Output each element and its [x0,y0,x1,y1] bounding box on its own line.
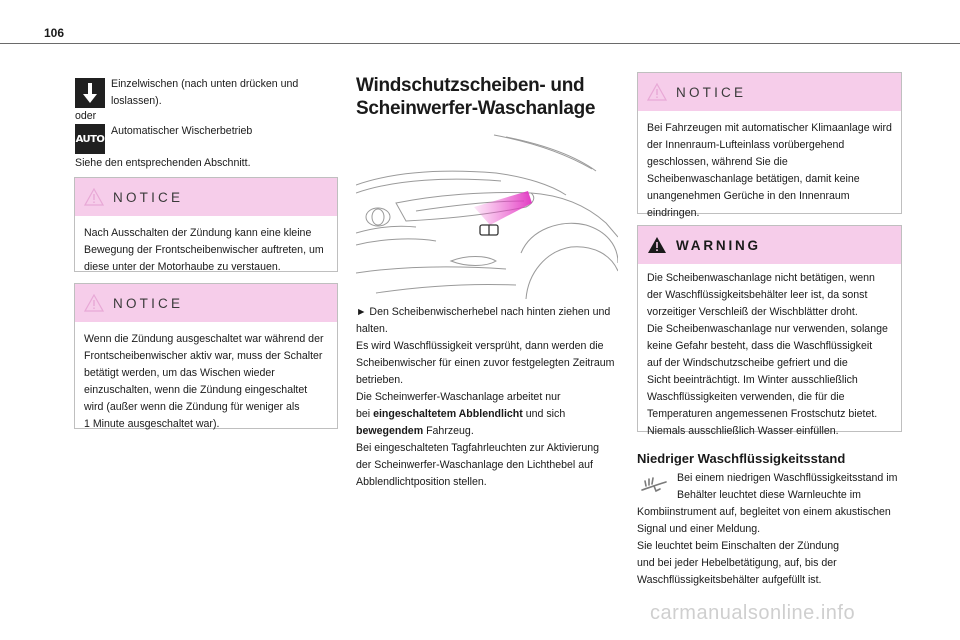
body-line: Die Scheinwerfer-Waschanlage arbeitet nur [356,391,561,403]
notice-line: unangenehmen Gerüche in den Innenraum [647,190,850,202]
bei-text: bei [356,408,374,420]
warning-box [637,225,902,437]
notice-body [75,322,337,441]
bold-moving: bewegendem [356,425,424,437]
warning-triangle-icon [75,188,113,206]
warning-line: Temperaturen angemessenen Frostschutz bietet. [647,408,878,420]
single-wipe-line1: Einzelwischen (nach unten drücken und [111,78,299,90]
warning-line: keine Gefahr besteht, dass die Waschflüssigkeit [647,340,873,352]
see-section-text: Siehe den entsprechenden Abschnitt. [75,157,251,169]
notice-header [75,178,337,216]
notice-line: Frontscheibenwischer aktiv war, muss der Schalter [84,350,323,362]
auto-wiper-icon [75,124,105,154]
instruction-line: ► Den Scheibenwischerhebel nach hinten ziehen und [356,306,611,318]
warning-line: Sicht beeinträchtigt. Im Winter ausschließlich [647,374,858,386]
section-title-line2: Scheinwerfer-Waschanlage [356,98,596,119]
body-line: Scheibenwischer für einen zuvor festgelegten Zeitraum [356,357,615,369]
warning-line: Die Scheibenwaschanlage nicht betätigen, wenn [647,272,875,284]
low-fluid-line: Kombiinstrument auf, begleitet von einem akustischen [637,506,891,518]
oder-text: oder [75,110,97,122]
body-line: Bei eingeschalteten Tagfahrleuchten zur Aktivierung [356,442,600,454]
notice-body [75,216,337,284]
notice-header [638,73,901,111]
notice-line: geschlossen, während Sie die [647,156,788,168]
warning-triangle-filled-icon [638,236,676,254]
notice-line: eindringen. [647,207,700,219]
notice-line: Scheibenwaschanlage betätigen, damit keine [647,173,860,185]
notice-line: diese unter der Motorhaube zu verstauen. [84,261,281,273]
body-line: betrieben. [356,374,404,386]
notice-line: Wenn die Zündung ausgeschaltet war während der [84,333,324,345]
body-line: Es wird Waschflüssigkeit versprüht, dann werden die [356,340,604,352]
page-number: 106 [44,26,65,40]
warning-triangle-icon [75,294,113,312]
warning-title: WARNING [676,237,761,253]
notice-line: Bei Fahrzeugen mit automatischer Klimaanlage wird [647,122,892,134]
warning-line: vorzeitiger Verschleiß der Wischblätter droht. [647,306,858,318]
body-line [356,406,618,423]
warning-line: Niemals ausschließlich Wasser einfüllen. [647,425,839,437]
notice-title: NOTICE [676,84,747,100]
warning-line: der Waschflüssigkeitsbehälter leer ist, da sonst [647,289,868,301]
notice-box-1 [74,177,338,272]
watermark: carmanualsonline.info [650,602,856,624]
body-line: der Scheinwerfer-Waschanlage den Lichthebel auf [356,459,593,471]
body-line [356,423,618,440]
notice-box-3 [637,72,902,219]
notice-line: wird (außer wenn die Zündung für weniger als [84,401,300,413]
low-fluid-indent-line1: Bei einem niedrigen Waschflüssigkeitsstand im [677,472,898,484]
notice-box-2 [74,283,338,429]
low-fluid-line: Waschflüssigkeitsbehälter aufgefüllt ist. [637,574,822,586]
auto-wiper-label: Automatischer Wischerbetrieb [111,125,253,137]
notice-line: Nach Ausschalten der Zündung kann eine kleine [84,227,312,239]
section-title-line1: Windschutzscheiben- und [356,75,585,96]
notice-title: NOTICE [113,189,184,205]
low-fluid-body [637,504,891,589]
notice-line: der Innenraum-Lufteinlass vorübergehend [647,139,845,151]
body-line: Abblendlichtposition stellen. [356,476,487,488]
notice-line: 1 Minute ausgeschaltet war). [84,418,220,430]
notice-line: Bewegung der Frontscheibenwischer auftreten, um [84,244,324,256]
warning-line: auf der Windschutzscheibe gefriert und die [647,357,848,369]
car-front-illustration [356,133,618,299]
notice-body [638,111,901,230]
auto-icon-label: AUTO [75,133,105,145]
warning-body [638,264,901,448]
notice-title: NOTICE [113,295,184,311]
header-rule [0,43,960,44]
low-fluid-line: Sie leuchtet beim Einschalten der Zündung [637,540,839,552]
bold-dipped-beam: eingeschaltetem Abblendlicht [373,408,523,420]
wiper-down-icon [75,78,105,108]
body-line: halten. [356,323,388,335]
notice-line: betätigt werden, um das Wischen wieder [84,367,275,379]
warning-line: Waschflüssigkeiten verwenden, die für die [647,391,845,403]
und-sich-text: und sich [522,408,566,420]
low-fluid-indent-line2: Behälter leuchtet diese Warnleuchte im [677,489,861,501]
low-fluid-line: Signal und einer Meldung. [637,523,761,535]
warning-triangle-icon [638,83,676,101]
notice-line: einzuschalten, wenn die Zündung eingeschaltet [84,384,308,396]
washer-fluid-warning-icon [640,474,668,501]
fahrzeug-text: Fahrzeug. [423,425,474,437]
warning-line: Die Scheibenwaschanlage nur verwenden, solange [647,323,888,335]
notice-header [75,284,337,322]
low-fluid-title: Niedriger Waschflüssigkeitsstand [637,451,846,466]
mid-body-text [356,304,618,491]
warning-header [638,226,901,264]
low-fluid-line: und bei jeder Hebelbetätigung, auf, bis der [637,557,837,569]
single-wipe-line2: loslassen). [111,95,162,107]
